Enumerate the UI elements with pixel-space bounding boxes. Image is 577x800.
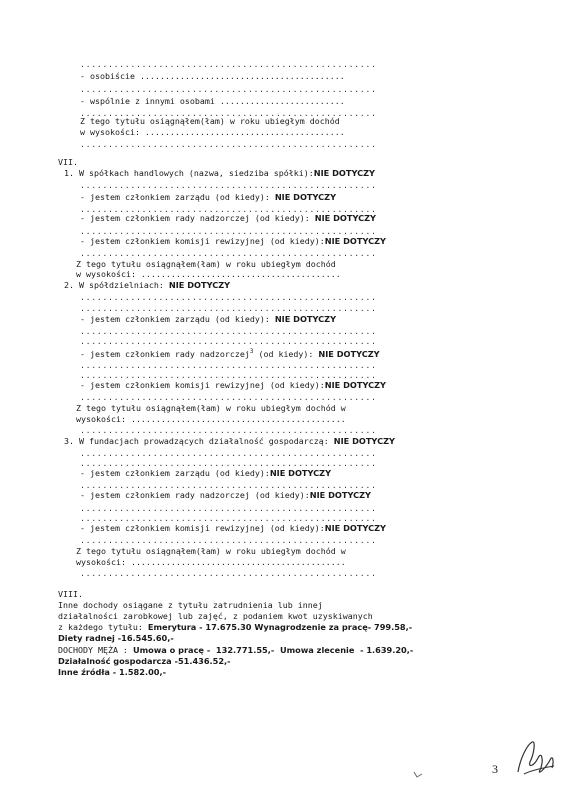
pen-mark: [412, 768, 424, 780]
zarzad-label: - jestem członkiem zarządu (od kiedy):: [80, 192, 275, 202]
dotted-line: .....................................................: [80, 448, 377, 458]
nie-dotyczy: NIE DOTYCZY: [333, 436, 395, 446]
income-sources-line: [58, 622, 412, 632]
dotted-line: .....................................................: [80, 503, 377, 513]
income-sources-values: Emerytura - 17.675.30 Wynagrodzenie za pracę- 799.58,-: [147, 622, 413, 632]
dotted-line: .....................................................: [80, 59, 377, 69]
signature-mark: [510, 732, 560, 782]
page-number: 3: [492, 762, 498, 776]
dotted-line: .....................................................: [80, 84, 377, 94]
dotted-line: .....................................................: [80, 226, 377, 236]
rada-label-rest: (od kiedy):: [253, 348, 319, 359]
rada-label: - jestem członkiem rady nadzorczej: [80, 348, 250, 359]
zarzad-label: - jestem członkiem zarządu (od kiedy):: [80, 314, 275, 324]
komisja-line: [80, 236, 386, 246]
dotted-line: .....................................................: [80, 480, 377, 490]
wspolnie-line: - wspólnie z innymi osobami .........................: [80, 96, 345, 106]
fundacje-label: 3. W fundacjach prowadzących działalność gospodarczą:: [64, 436, 334, 446]
zarzad-line: [80, 314, 336, 324]
nie-dotyczy: NIE DOTYCZY: [274, 192, 337, 202]
income-sources-label: z każdego tytułu:: [58, 622, 148, 632]
dochody-meza-line: [58, 645, 413, 655]
dotted-line: .....................................................: [80, 370, 377, 380]
zarzad-line: [80, 468, 331, 478]
spolki-label: 1. W spółkach handlowych (nazwa, siedziba spółki):: [64, 168, 314, 178]
income-amount-line: w wysokości: ........................................: [76, 269, 341, 279]
dotted-line: .....................................................: [80, 513, 377, 523]
dotted-line: .....................................................: [80, 139, 377, 149]
zarzad-label: - jestem członkiem zarządu (od kiedy):: [80, 468, 270, 478]
income-amount-line: wysokości: ...........................................: [76, 414, 346, 424]
dochody-meza-values: Umowa o pracę - 132.771.55,- Umowa zlecenie - 1.639.20,-: [132, 645, 414, 655]
rada-label: - jestem członkiem rady nadzorczej (od kiedy):: [80, 490, 310, 500]
nie-dotyczy: NIE DOTYCZY: [318, 348, 380, 359]
komisja-label: - jestem członkiem komisji rewizyjnej (od kiedy):: [80, 380, 325, 390]
nie-dotyczy: NIE DOTYCZY: [269, 468, 332, 478]
nie-dotyczy: NIE DOTYCZY: [324, 380, 386, 390]
dotted-line: .....................................................: [80, 392, 377, 402]
nie-dotyczy: NIE DOTYCZY: [324, 236, 386, 246]
rada-label: - jestem członkiem rady nadzorczej (od kiedy):: [80, 213, 315, 223]
osobiscie-line: - osobiście .........................................: [80, 71, 345, 81]
income-line: Z tego tytułu osiągnąłem(łam) w roku ubiegłym dochód: [80, 116, 340, 126]
dzialalnosc-line: Działalność gospodarcza -51.436.52,-: [58, 656, 231, 666]
komisja-line: [80, 380, 386, 390]
income-line: Z tego tytułu osiągnąłem(łam) w roku ubiegłym dochód w: [76, 546, 346, 556]
nie-dotyczy: NIE DOTYCZY: [309, 490, 371, 500]
income-line: Z tego tytułu osiągnąłem(łam) w roku ubiegłym dochód: [76, 259, 336, 269]
income-line: Z tego tytułu osiągnąłem(łam) w roku ubiegłym dochód w: [76, 403, 346, 413]
dotted-line: .....................................................: [80, 326, 377, 336]
dotted-line: .....................................................: [80, 425, 377, 435]
fundacje-line: [64, 436, 395, 446]
dotted-line: .....................................................: [80, 204, 377, 214]
diety-line: Diety radnej -16.545.60,-: [58, 633, 174, 643]
footnote-mark: 3: [249, 348, 254, 355]
inne-dochody-line: Inne dochody osiągane z tytułu zatrudnienia lub innej: [58, 600, 323, 610]
spoldzielnie-label: 2. W spółdzielniach:: [64, 280, 169, 290]
rada-line: [80, 213, 376, 223]
dotted-line: .....................................................: [80, 180, 377, 190]
spolki-line: [64, 168, 375, 178]
nie-dotyczy: NIE DOTYCZY: [168, 280, 231, 290]
income-amount-line: w wysokości: ........................................: [80, 127, 345, 137]
dotted-line: .....................................................: [80, 108, 377, 118]
rada-line: [80, 347, 380, 359]
dotted-line: .....................................................: [80, 292, 377, 302]
inne-dochody-line: działalności zarobkowej lub zajęć, z podaniem kwot uzyskiwanych: [58, 611, 373, 621]
dotted-line: .....................................................: [80, 568, 377, 578]
inne-zrodla-line: Inne źródła - 1.582.00,-: [58, 667, 166, 677]
dotted-line: .....................................................: [80, 458, 377, 468]
nie-dotyczy: NIE DOTYCZY: [324, 523, 386, 533]
dotted-line: .....................................................: [80, 535, 377, 545]
komisja-label: - jestem członkiem komisji rewizyjnej (od kiedy):: [80, 523, 325, 533]
section-viii-heading: VIII.: [58, 589, 83, 599]
dotted-line: .....................................................: [80, 248, 377, 258]
dotted-line: .....................................................: [80, 336, 377, 346]
dochody-meza-label: DOCHODY MĘŻA :: [58, 645, 133, 655]
zarzad-line: [80, 192, 336, 202]
dotted-line: .....................................................: [80, 303, 377, 313]
komisja-label: - jestem członkiem komisji rewizyjnej (od kiedy):: [80, 236, 325, 246]
komisja-line: [80, 523, 386, 533]
nie-dotyczy: NIE DOTYCZY: [274, 314, 337, 324]
income-amount-line: wysokości: ...........................................: [76, 557, 346, 567]
spoldzielnie-line: [64, 280, 230, 290]
rada-line: [80, 490, 371, 500]
nie-dotyczy: NIE DOTYCZY: [313, 168, 375, 178]
nie-dotyczy: NIE DOTYCZY: [314, 213, 376, 223]
dotted-line: .....................................................: [80, 360, 377, 370]
section-vii-heading: VII.: [58, 157, 78, 167]
